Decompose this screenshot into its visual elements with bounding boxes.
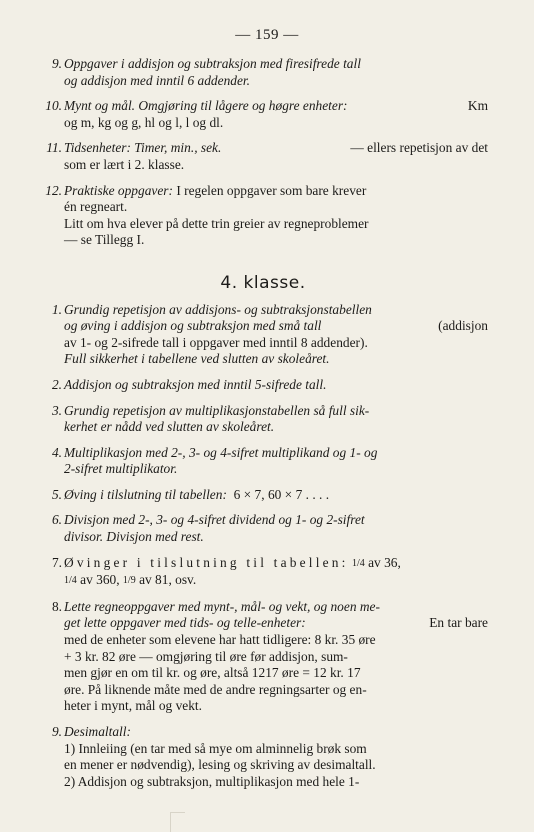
list-item xyxy=(38,724,488,790)
item-line: Oppgaver i addisjon og subtraksjon med firesifrede tall xyxy=(64,56,361,71)
list-item xyxy=(38,56,488,89)
item-line: kerhet er nådd ved slutten av skoleåret. xyxy=(64,419,275,435)
page-content xyxy=(38,56,488,799)
section-heading: 4. klasse. xyxy=(220,272,306,293)
item-line: Desimaltall: xyxy=(64,724,131,739)
item-text: — ellers repetisjon av det xyxy=(350,140,488,156)
item-line: Praktiske oppgaver: xyxy=(64,182,173,198)
item-line: Mynt og mål. Omgjøring til lågere og høgre enheter: xyxy=(64,98,348,114)
list-item xyxy=(38,555,488,590)
item-number: 3. xyxy=(51,402,62,418)
item-text: Km xyxy=(467,98,488,114)
page-number: — 159 — xyxy=(235,27,299,43)
list-item xyxy=(38,403,488,436)
item-text: 6 × 7, 60 × 7 . . . . xyxy=(233,486,330,502)
item-line: og addisjon med inntil 6 addender. xyxy=(64,72,250,88)
item-line: én regneart. xyxy=(64,199,128,215)
list-item xyxy=(38,487,488,504)
item-line: 2) Addisjon og subtraksjon, multiplikasjon med hele 1- xyxy=(64,773,360,789)
item-text: (addisjon xyxy=(438,318,488,334)
item-number: 10. xyxy=(45,98,62,114)
list-item xyxy=(38,183,488,249)
item-line: divisor. Divisjon med rest. xyxy=(64,529,204,545)
item-number: 4. xyxy=(51,444,62,460)
item-text: I regelen oppgaver som bare krever xyxy=(176,182,367,198)
item-line: øre. På liknende måte med de andre regningsarter og en- xyxy=(64,681,367,697)
item-line: av 81, osv. xyxy=(139,572,197,588)
item-number: 8. xyxy=(51,598,62,614)
item-line: Grundig repetisjon av multiplikasjonstabellen så full sik- xyxy=(64,402,370,418)
item-line: en mener er nødvendig), lesing og skriving av desimaltall. xyxy=(64,757,376,773)
item-line: + 3 kr. 82 øre — omgjøring til øre før addisjon, sum- xyxy=(64,648,348,664)
item-text: En tar bare xyxy=(429,615,488,631)
item-number: 5. xyxy=(51,486,62,502)
item-line: av 360, xyxy=(80,572,120,588)
item-number: 1. xyxy=(51,301,62,317)
list-item xyxy=(38,445,488,478)
item-line: Lette regneoppgaver med mynt-, mål- og vekt, og noen me- xyxy=(64,598,380,614)
item-number: 6. xyxy=(51,512,62,528)
item-number: 11. xyxy=(46,140,62,156)
item-line: — se Tillegg I. xyxy=(64,232,145,248)
item-line: get lette oppgaver med tids- og telle-enheter: xyxy=(64,615,306,631)
item-line: og øving i addisjon og subtraksjon med små tall xyxy=(64,318,322,334)
list-item xyxy=(38,302,488,368)
item-number: 9. xyxy=(51,56,62,71)
item-line: og m, kg og g, hl og l, l og dl. xyxy=(64,114,224,130)
item-line: 2-sifret multiplikator. xyxy=(64,461,178,477)
page-fold-mark xyxy=(170,812,185,832)
item-line: Tidsenheter: Timer, min., sek. xyxy=(64,140,222,156)
item-line: men gjør en om til kr. og øre, altså 1217 øre = 12 kr. 17 xyxy=(64,665,361,681)
item-number: 12. xyxy=(45,182,62,198)
item-line: Litt om hva elever på dette trin greier av regneproblemer xyxy=(64,215,369,231)
item-line: Divisjon med 2-, 3- og 4-sifret dividend og 1- og 2-sifret xyxy=(64,512,365,528)
list-item xyxy=(38,377,488,394)
item-line: Addisjon og subtraksjon med inntil 5-sifrede tall. xyxy=(64,376,327,392)
item-line: Øving i tilslutning til tabellen: xyxy=(64,486,227,502)
list-item xyxy=(38,512,488,545)
item-line: Full sikkerhet i tabellene ved slutten av skoleåret. xyxy=(64,351,330,367)
item-line: Øvinger i tilslutning til tabellen: xyxy=(64,554,349,570)
list-item xyxy=(38,98,488,131)
item-line: Multiplikasjon med 2-, 3- og 4-sifret multiplikand og 1- og xyxy=(64,444,378,460)
fraction: 1/9 xyxy=(122,575,136,587)
item-number: 9. xyxy=(51,724,62,739)
item-line: med de enheter som elevene har hatt tidligere: 8 kr. 35 øre xyxy=(64,632,376,648)
fraction: 1/4 xyxy=(351,557,365,569)
fraction: 1/4 xyxy=(64,575,77,587)
item-line: av 1- og 2-sifrede tall i oppgaver med inntil 8 addender). xyxy=(64,334,368,350)
item-line: Grundig repetisjon av addisjons- og subtraksjonstabellen xyxy=(64,301,372,317)
item-number: 7. xyxy=(51,554,62,570)
item-line: heter i mynt, mål og vekt. xyxy=(64,698,202,714)
list-item xyxy=(38,140,488,173)
item-line: 1) Innleiing (en tar med så mye om alminnelig brøk som xyxy=(64,740,367,756)
list-item xyxy=(38,599,488,715)
item-text: av 36, xyxy=(368,554,401,570)
item-number: 2. xyxy=(51,376,62,392)
item-line: som er lært i 2. klasse. xyxy=(64,156,185,172)
